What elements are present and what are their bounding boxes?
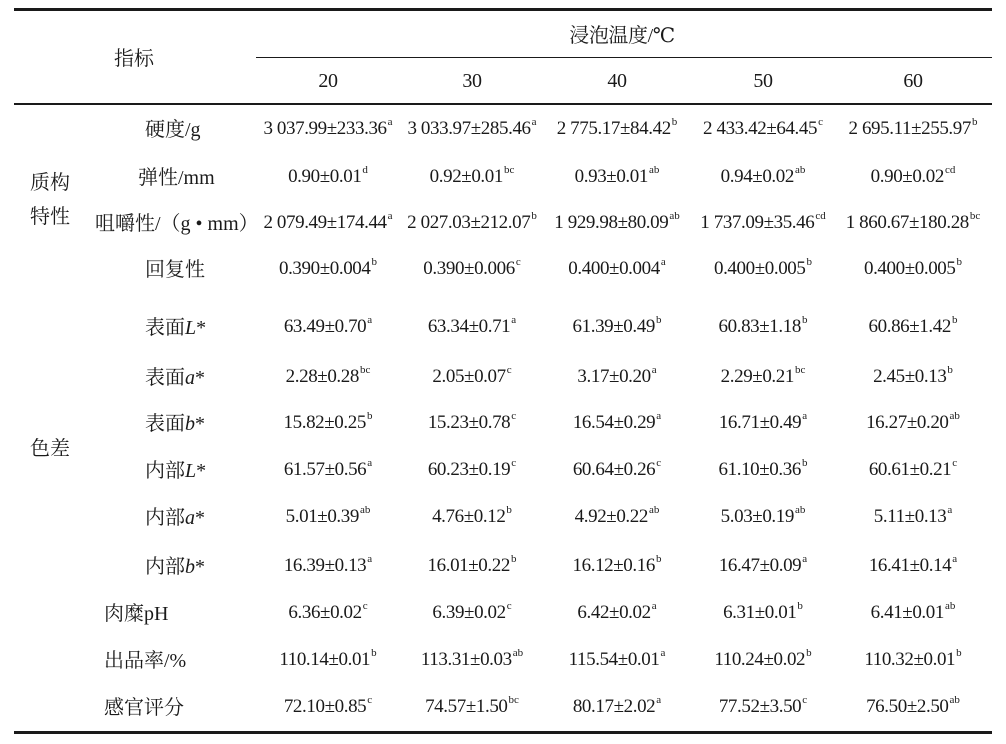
temp-col-50: 50 [753,70,773,92]
table-bottom-rule [14,731,992,734]
cell-value: 0.400±0.005 [863,258,956,279]
table-cell [864,648,961,674]
cell-value: 1 737.09±35.46 [700,212,815,233]
cell-value: 76.50±2.50 [866,696,949,717]
significance-letter: b [655,553,662,565]
significance-letter: b [806,256,813,268]
group-color-label: 色差 [30,438,70,460]
significance-letter: cd [815,210,826,222]
row-label [145,316,206,340]
cell-value: 1 929.98±80.09 [554,212,669,233]
temp-col-60: 60 [903,70,923,92]
table-cell [700,211,825,237]
row-label [104,696,184,720]
cell-value: 6.39±0.02 [432,602,506,623]
cell-value: 3.17±0.20 [577,366,651,387]
cell-value: 0.92±0.01 [429,166,503,187]
significance-letter: a [802,553,808,565]
table-cell [703,117,823,143]
cell-value: 16.01±0.22 [427,555,510,576]
cell-value: 2 775.17±84.42 [556,118,671,139]
row-label-text: 硬度/g [145,119,201,141]
cell-value: 2.29±0.21 [720,366,794,387]
table-cell [423,257,520,283]
cell-value: 3 037.99±233.36 [263,118,387,139]
table-cell [557,117,678,143]
table-cell [573,411,661,437]
cell-value: 6.42±0.02 [577,602,651,623]
cell-value: 4.92±0.22 [574,506,648,527]
cell-value: 0.90±0.01 [288,166,362,187]
significance-letter: ab [944,600,956,612]
significance-letter: a [367,457,373,469]
significance-letter: b [956,647,962,659]
cell-value: 72.10±0.85 [283,696,367,717]
table-cell [425,695,519,721]
cell-value: 6.31±0.01 [723,602,797,623]
significance-letter: bc [969,210,981,222]
significance-letter: b [366,410,373,422]
row-label-variable: b [185,413,195,435]
significance-letter: d [362,164,368,176]
row-label-prefix: 内部 [145,460,185,482]
significance-letter: c [511,410,517,422]
table-cell [407,211,537,237]
row-label [145,258,205,282]
significance-letter: a [651,600,657,612]
temp-col-20: 20 [318,70,338,92]
group-texture-line2: 特性 [30,206,70,228]
row-label-variable: L [185,460,197,482]
table-cell [866,411,960,437]
table-cell [432,601,511,627]
significance-letter: b [801,457,808,469]
significance-letter: a [802,410,808,422]
table-cell [428,458,516,484]
significance-letter: ab [648,504,660,516]
cell-value: 2 433.42±64.45 [703,118,818,139]
significance-letter: a [367,553,373,565]
table-cell [719,411,807,437]
significance-letter: c [506,364,512,376]
significance-letter: a [367,314,373,326]
table-cell [407,117,536,143]
row-label [145,459,206,483]
cell-value: 0.390±0.004 [278,258,371,279]
significance-letter: b [971,116,978,128]
cell-value: 16.47±0.09 [718,555,802,576]
table-cell [288,601,367,627]
significance-letter: a [656,410,662,422]
temp-col-30: 30 [462,70,482,92]
cell-value: 16.12±0.16 [572,555,655,576]
cell-value: 115.54±0.01 [568,649,660,670]
cell-value: 0.90±0.02 [870,166,944,187]
table-cell [286,505,371,531]
cell-value: 0.400±0.005 [713,258,806,279]
significance-letter: b [797,600,803,612]
row-label-prefix: 表面 [145,413,185,435]
row-label [145,555,205,579]
row-label-text: 回复性 [145,259,205,281]
table-cell [428,554,517,580]
table-cell [723,601,803,627]
temperature-header: 浸泡温度/℃ [569,25,675,47]
cell-value: 15.82±0.25 [283,412,366,433]
table-cell [573,315,662,341]
cell-value: 60.23±0.19 [427,459,511,480]
cell-value: 2.45±0.13 [873,366,947,387]
cell-value: 61.39±0.49 [572,316,655,337]
group-texture-line1: 质构 [30,172,70,194]
table-cell [866,695,960,721]
cell-value: 16.54±0.29 [572,412,656,433]
significance-letter: ab [794,164,806,176]
row-label-suffix: * [196,317,207,339]
significance-letter: bc [359,364,371,376]
cell-value: 6.41±0.01 [870,602,944,623]
cell-value: 6.36±0.02 [288,602,362,623]
row-label [145,412,205,436]
table-cell [849,117,978,143]
cell-value: 16.71±0.49 [718,412,802,433]
significance-letter: b [947,364,953,376]
cell-value: 4.76±0.12 [432,506,506,527]
table-cell [577,601,656,627]
cell-value: 5.03±0.19 [720,506,794,527]
table-cell [279,257,377,283]
table-top-rule [14,8,992,11]
row-label [145,118,201,142]
table-cell [554,211,679,237]
table-cell [568,257,665,283]
cell-value: 74.57±1.50 [425,696,508,717]
cell-value: 61.57±0.56 [283,459,367,480]
row-label [95,212,259,236]
table-cell [428,411,516,437]
cell-value: 60.86±1.42 [868,316,951,337]
cell-value: 0.94±0.02 [720,166,794,187]
significance-letter: c [506,600,512,612]
group-texture-label [30,166,70,234]
significance-letter: b [371,256,378,268]
table-cell [869,458,957,484]
significance-letter: bc [508,694,519,706]
row-label [104,649,186,673]
table-cell [721,505,806,531]
table-cell [846,211,981,237]
significance-letter: b [655,314,662,326]
row-label-prefix: 内部 [145,556,185,578]
table-cell [721,165,806,191]
cell-value: 16.39±0.13 [283,555,367,576]
table-cell [871,165,956,191]
significance-letter: ab [794,504,806,516]
cell-value: 2 079.49±174.44 [263,212,387,233]
row-label-suffix: * [195,556,205,578]
row-label-prefix: 表面 [145,317,185,339]
table-cell [719,695,807,721]
table-cell [577,365,656,391]
table-cell [432,365,511,391]
row-label-variable: a [185,367,195,389]
cell-value: 2 695.11±255.97 [848,118,971,139]
cell-value: 60.64±0.26 [572,459,656,480]
cell-value: 110.14±0.01 [279,649,371,670]
row-label-text: 肉糜pH [104,603,169,625]
header-bottom-rule [14,103,992,105]
significance-letter: b [371,647,377,659]
significance-letter: c [952,457,958,469]
table-cell [719,458,808,484]
significance-letter: a [511,314,517,326]
significance-letter: ab [949,694,960,706]
significance-letter: c [515,256,521,268]
cell-value: 77.52±3.50 [718,696,802,717]
cell-value: 15.23±0.78 [427,412,511,433]
significance-letter: ab [359,504,371,516]
significance-letter: c [511,457,517,469]
cell-value: 2.05±0.07 [432,366,506,387]
table-cell [719,315,808,341]
table-cell [714,648,811,674]
significance-letter: a [387,116,393,128]
cell-value: 0.390±0.006 [423,258,515,279]
cell-value: 60.83±1.18 [718,316,801,337]
cell-value: 5.01±0.39 [285,506,359,527]
row-label [104,602,168,626]
cell-value: 1 860.67±180.28 [845,212,969,233]
table-cell [430,165,515,191]
cell-value: 2 027.03±212.07 [407,212,531,233]
row-label-variable: a [185,507,195,529]
table-cell [263,211,392,237]
significance-letter: b [531,210,537,222]
table-cell [284,458,372,484]
significance-letter: ab [512,647,524,659]
table-cell [871,601,956,627]
table-cell [573,695,661,721]
table-cell [569,648,666,674]
table-cell [263,117,392,143]
cell-value: 16.41±0.14 [868,555,952,576]
significance-letter: b [806,647,812,659]
row-label [145,506,205,530]
cell-value: 110.24±0.02 [714,649,806,670]
row-label-suffix: * [195,413,205,435]
table-cell [873,365,953,391]
cell-value: 3 033.97±285.46 [407,118,531,139]
row-label-suffix: * [195,507,205,529]
significance-letter: a [947,504,953,516]
cell-value: 63.49±0.70 [283,316,367,337]
table-cell [432,505,512,531]
temperature-header-rule [256,57,992,58]
table-cell [284,315,372,341]
significance-letter: a [387,210,393,222]
row-label [138,166,215,190]
table-cell [573,554,662,580]
indicator-header: 指标 [114,48,154,70]
significance-letter: ab [949,410,960,422]
temp-col-40: 40 [607,70,627,92]
significance-letter: ab [648,164,660,176]
significance-letter: a [660,647,666,659]
row-label [145,366,205,390]
significance-letter: a [952,553,958,565]
significance-letter: a [660,256,666,268]
significance-letter: a [651,364,657,376]
significance-letter: b [951,314,958,326]
significance-letter: b [510,553,517,565]
cell-value: 61.10±0.36 [718,459,801,480]
cell-value: 16.27±0.20 [866,412,949,433]
significance-letter: ab [669,210,680,222]
significance-letter: c [802,694,808,706]
significance-letter: a [531,116,537,128]
table-cell [864,257,962,283]
table-cell [573,458,661,484]
table-cell [286,365,371,391]
row-label-prefix: 内部 [145,507,185,529]
significance-letter: c [818,116,823,128]
significance-letter: b [801,314,808,326]
significance-letter: cd [944,164,956,176]
table-cell [284,695,372,721]
cell-value: 60.61±0.21 [868,459,952,480]
table-cell [721,365,806,391]
table-cell [421,648,523,674]
row-label-text: 出品率/% [104,650,187,672]
significance-letter: a [656,694,662,706]
table-cell [874,505,953,531]
cell-value: 110.32±0.01 [864,649,956,670]
table-cell [575,505,660,531]
table-cell [719,554,807,580]
table-cell [284,411,373,437]
table-cell [714,257,812,283]
table-cell [279,648,376,674]
cell-value: 63.34±0.71 [427,316,511,337]
significance-letter: b [506,504,512,516]
table-cell [869,554,957,580]
row-label-text: 咀嚼性/（g • mm） [95,213,259,235]
cell-value: 5.11±0.13 [873,506,947,527]
row-label-suffix: * [196,460,207,482]
table-cell [428,315,516,341]
cell-value: 2.28±0.28 [285,366,359,387]
row-label-text: 弹性/mm [138,167,215,189]
row-label-text: 感官评分 [104,697,184,719]
table-cell [575,165,660,191]
significance-letter: c [367,694,373,706]
cell-value: 113.31±0.03 [420,649,512,670]
significance-letter: c [362,600,368,612]
row-label-suffix: * [195,367,205,389]
significance-letter: bc [794,364,806,376]
significance-letter: b [956,256,963,268]
cell-value: 80.17±2.02 [572,696,656,717]
table-cell [869,315,958,341]
row-label-variable: b [185,556,195,578]
row-label-variable: L [185,317,197,339]
significance-letter: b [671,116,678,128]
cell-value: 0.400±0.004 [568,258,660,279]
row-label-prefix: 表面 [145,367,185,389]
significance-letter: bc [503,164,515,176]
significance-letter: c [656,457,662,469]
table-cell [284,554,372,580]
cell-value: 0.93±0.01 [574,166,648,187]
table-cell [288,165,368,191]
